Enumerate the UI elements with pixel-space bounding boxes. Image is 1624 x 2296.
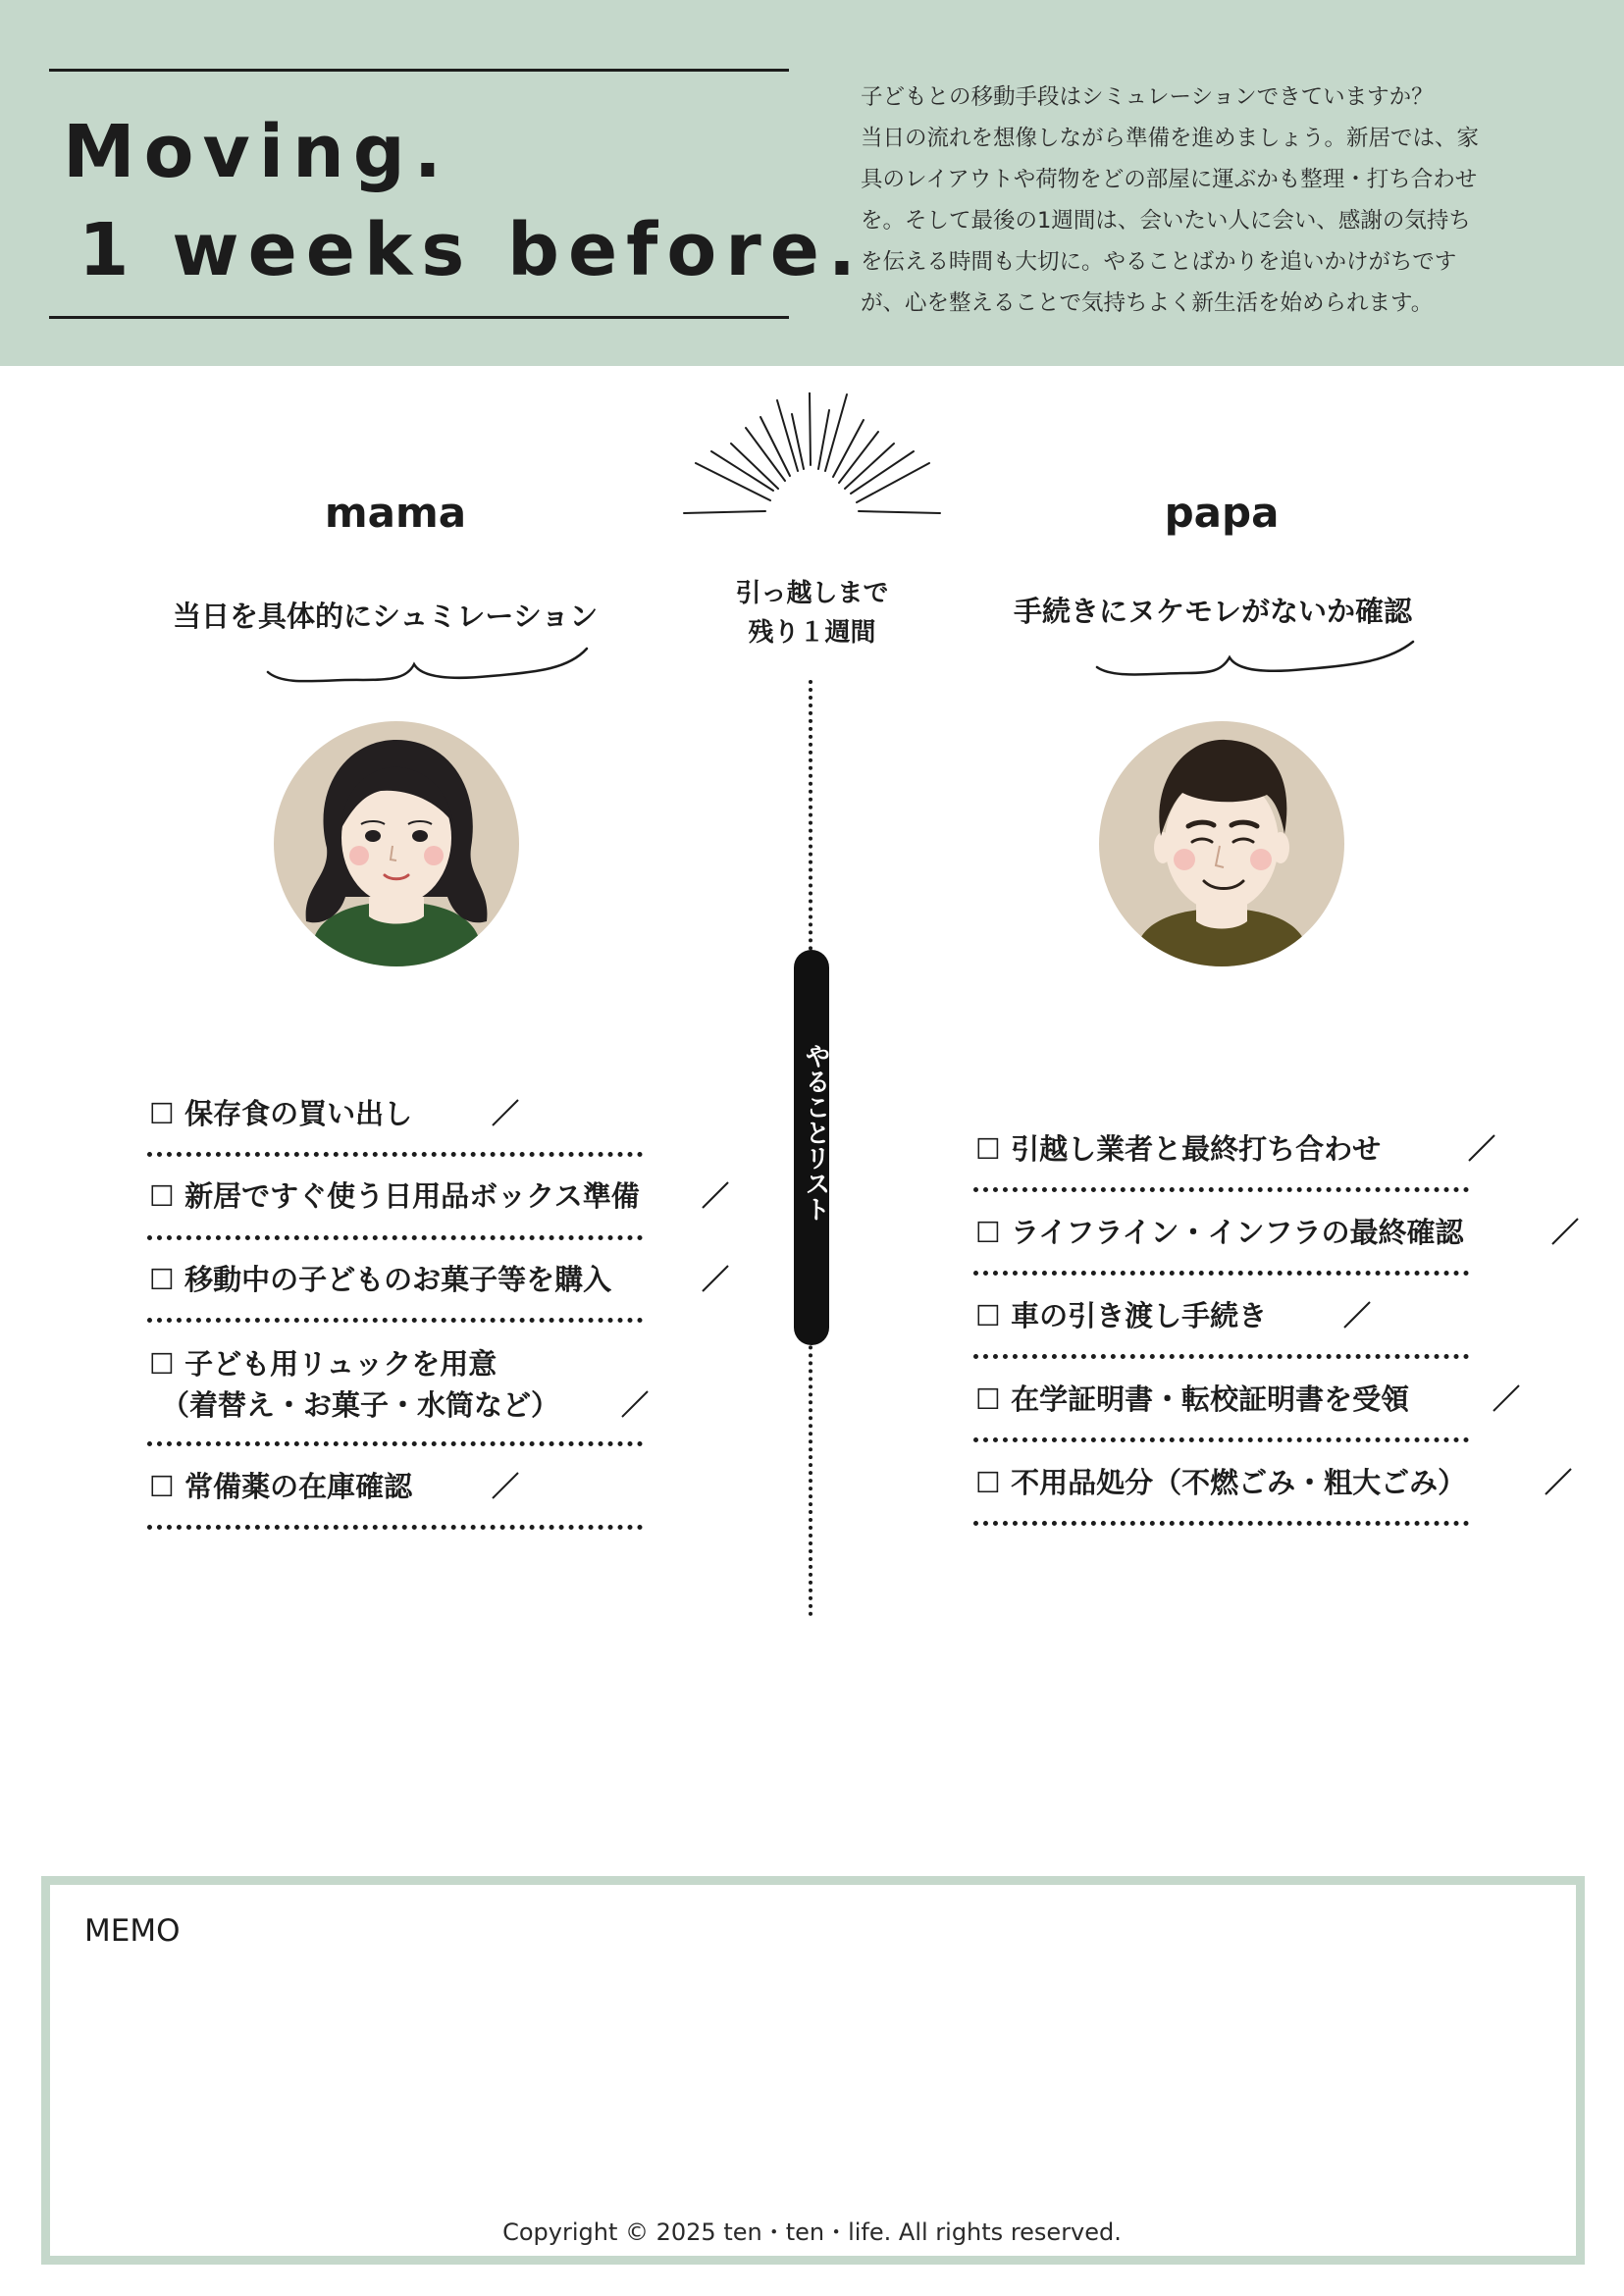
papa-caption: 手続きにヌケモレがないか確認: [1014, 595, 1413, 628]
mama-task-item[interactable]: ☐ 移動中の子どものお菓子等を購入: [149, 1263, 612, 1296]
intro-line: 当日の流れを想像しながら準備を進めましょう。新居では、家: [861, 126, 1480, 151]
intro-line: 子どもとの移動手段はシミュレーションできていますか？: [861, 84, 1434, 110]
slash-icon: [1340, 1298, 1374, 1331]
countdown-label: [687, 574, 937, 652]
slash-icon: [489, 1469, 522, 1502]
task-dotted-rule: [973, 1271, 1469, 1276]
mama-name: mama: [324, 489, 467, 537]
title-line-2: 1 weeks before.: [79, 208, 864, 292]
task-dotted-rule: [147, 1235, 643, 1240]
man-avatar-icon: [1098, 720, 1345, 967]
header-band: [0, 0, 1624, 366]
todo-list-label: やることリスト: [801, 1043, 830, 1222]
slash-icon: [489, 1096, 522, 1129]
intro-text: [861, 77, 1567, 324]
papa-task-item[interactable]: ☐ 引越し業者と最終打ち合わせ: [975, 1132, 1382, 1166]
task-dotted-rule: [147, 1525, 643, 1530]
task-dotted-rule: [147, 1318, 643, 1323]
slash-icon: [699, 1262, 732, 1295]
papa-brace-icon: [1094, 638, 1418, 687]
title-line-1: Moving.: [63, 110, 450, 194]
memo-box[interactable]: [41, 1876, 1585, 2265]
mama-brace-icon: [265, 643, 594, 692]
task-dotted-rule: [973, 1354, 1469, 1359]
task-dotted-rule: [973, 1437, 1469, 1442]
task-dotted-rule: [147, 1441, 643, 1446]
task-dotted-rule: [973, 1187, 1469, 1192]
woman-avatar-icon: [273, 720, 520, 967]
intro-line: を。そして最後の1週間は、会いたい人に会い、感謝の気持ち: [861, 208, 1471, 234]
sunburst-icon: [682, 392, 942, 520]
papa-task-item[interactable]: ☐ ライフライン・インフラの最終確認: [975, 1216, 1464, 1249]
mama-task-item[interactable]: ☐ 常備薬の在庫確認: [149, 1470, 413, 1503]
papa-task-item[interactable]: ☐ 不用品処分（不燃ごみ・粗大ごみ）: [975, 1466, 1467, 1499]
papa-task-item[interactable]: ☐ 車の引き渡し手続き: [975, 1299, 1268, 1332]
copyright-text: Copyright © 2025 ten・ten・life. All rights reserved.: [502, 2218, 1122, 2246]
slash-icon: [1548, 1215, 1582, 1248]
mama-task-item[interactable]: ☐ 保存食の買い出し: [149, 1097, 413, 1130]
mama-task-item-note: （着替え・お菓子・水筒など）: [161, 1388, 560, 1422]
slash-icon: [699, 1178, 732, 1212]
mama-task-item[interactable]: ☐ 新居ですぐ使う日用品ボックス準備: [149, 1179, 640, 1213]
title-bottom-rule: [49, 316, 789, 319]
todo-list-badge: [794, 950, 829, 1345]
memo-label: MEMO: [84, 1913, 181, 1949]
papa-task-item[interactable]: ☐ 在学証明書・転校証明書を受領: [975, 1383, 1410, 1416]
task-dotted-rule: [147, 1152, 643, 1157]
title-top-rule: [49, 69, 789, 72]
countdown-line-2: 残り１週間: [748, 618, 876, 648]
page-title: [63, 103, 864, 299]
slash-icon: [618, 1387, 652, 1421]
intro-line: が、心を整えることで気持ちよく新生活を始められます。: [861, 290, 1434, 316]
slash-icon: [1490, 1382, 1523, 1415]
slash-icon: [1542, 1465, 1575, 1498]
papa-name: papa: [1164, 489, 1280, 537]
mama-caption: 当日を具体的にシュミレーション: [173, 600, 599, 633]
intro-line: 具のレイアウトや荷物をどの部屋に運ぶかも整理・打ち合わせ: [861, 167, 1478, 192]
slash-icon: [1465, 1131, 1498, 1165]
countdown-line-1: 引っ越しまで: [735, 579, 889, 608]
intro-line: を伝える時間も大切に。やることばかりを追いかけがちです: [861, 249, 1457, 275]
mama-task-item[interactable]: ☐ 子ども用リュックを用意: [149, 1347, 498, 1381]
task-dotted-rule: [973, 1521, 1469, 1526]
